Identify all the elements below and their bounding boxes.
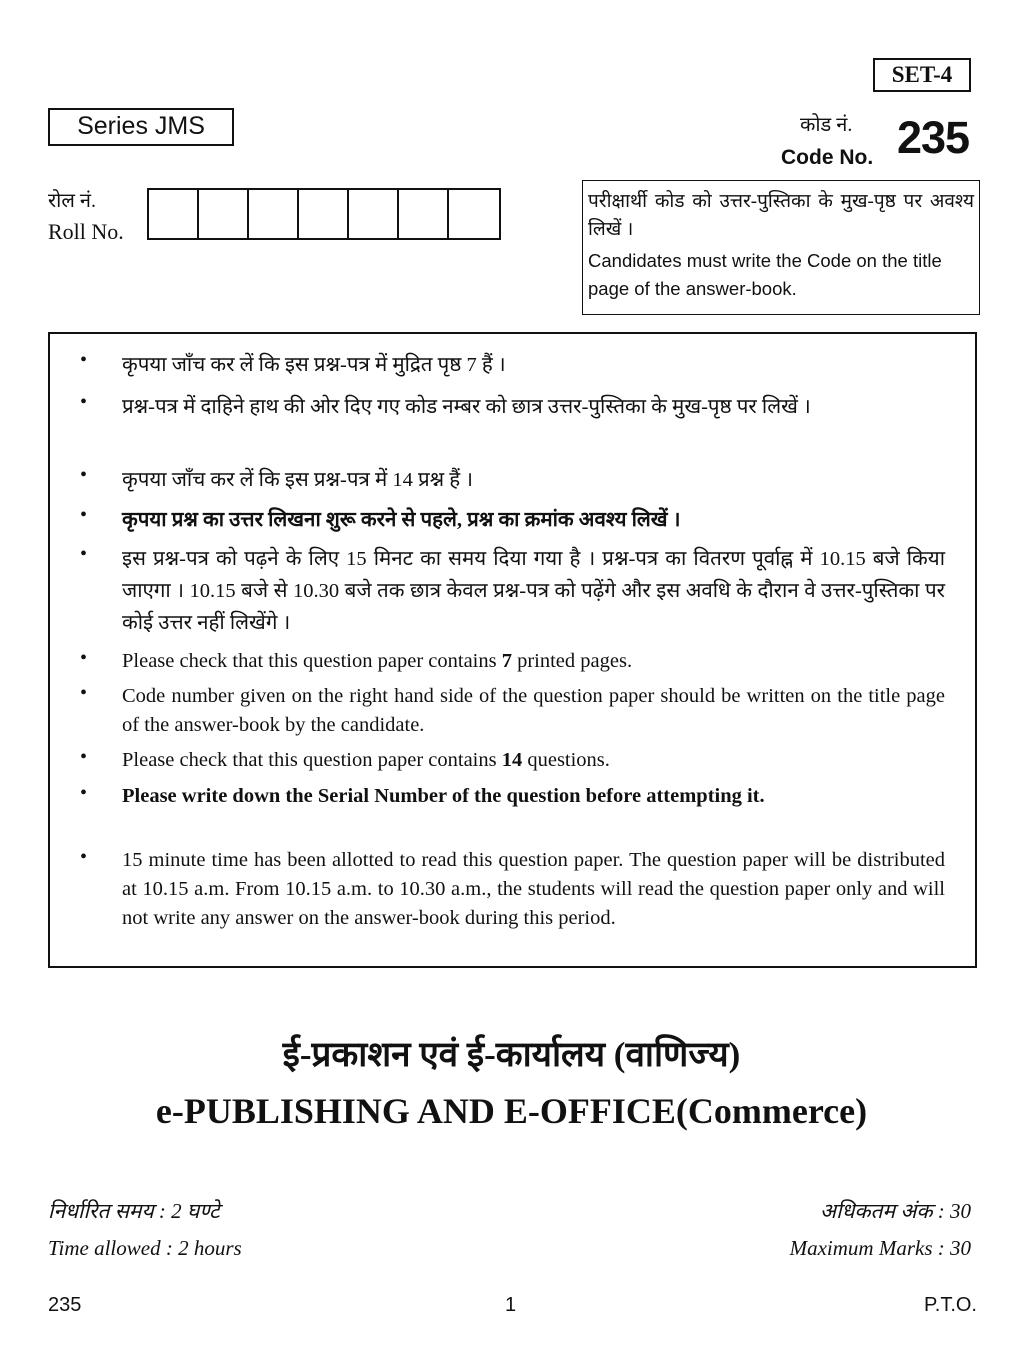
series-label: Series JMS [48,108,234,146]
instruction-item: • Please write down the Serial Number of the question before attempting it. [80,782,765,807]
footer-code: 235 [48,1294,82,1316]
bullet-icon: • [80,647,88,669]
roll-box[interactable] [349,190,399,238]
code-label-hindi: कोड नं. [800,114,853,136]
roll-box[interactable] [249,190,299,238]
bullet-icon: • [80,464,88,486]
bullet-icon: • [80,504,88,526]
set-label: SET-4 [873,58,971,92]
time-allowed-hindi: निर्धारित समय : 2 घण्टे [48,1199,220,1223]
instruction-item: • कृपया प्रश्न का उत्तर लिखना शुरू करने से पहले, प्रश्न का क्रमांक अवश्य लिखें । [80,504,681,531]
bullet-icon: • [80,543,88,565]
bullet-icon: • [80,391,88,413]
subject-title-hindi: ई-प्रकाशन एवं ई-कार्यालय (वाणिज्य) [282,1035,741,1074]
pto-label: P.T.O. [924,1294,977,1316]
subject-title: e-PUBLISHING AND E-OFFICE(Commerce) [155,1091,868,1131]
code-notice-hindi: परीक्षार्थी कोड को उत्तर-पुस्तिका के मुख-पृष्ठ पर अवश्य लिखें । [588,191,974,240]
instruction-item: • Please check that this question paper contains 14 questions. [80,746,610,771]
instruction-item: • कृपया जाँच कर लें कि इस प्रश्न-पत्र में मुद्रित पृष्ठ 7 हैं । [80,349,506,376]
instructions-box [48,332,977,968]
code-notice-box [582,180,980,315]
roll-label-hindi: रोल नं. [48,190,97,212]
code-notice-english: Candidates must write the Code on the title page of the answer-book. [588,250,942,299]
instruction-item: • कृपया जाँच कर लें कि इस प्रश्न-पत्र में 14 प्रश्न हैं । [80,464,474,491]
code-label: Code No. [781,146,874,169]
code-number: 235 [897,112,970,163]
roll-label: Roll No. [48,219,124,244]
instruction-item: • प्रश्न-पत्र में दाहिने हाथ की ओर दिए गए कोड नम्बर को छात्र उत्तर-पुस्तिका के मुख-पृष्ठ पर लिखें । [80,391,811,418]
bullet-icon: • [80,846,88,868]
instruction-item: • Please check that this question paper contains 7 printed pages. [80,647,633,672]
bullet-icon: • [80,682,88,704]
instruction-item: • Code number given on the right hand side of the question paper should be written on the title page of the answer-book by the candidate. [80,682,945,736]
roll-box[interactable] [199,190,249,238]
roll-box[interactable] [299,190,349,238]
maximum-marks: Maximum Marks : 30 [789,1236,971,1260]
instruction-item: • 15 minute time has been allotted to read this question paper. The question paper will be distributed at 10.15 a.m. From 10.15 a.m. to 10.30 a.m., the students will read the question paper only and will not write any answer on the answer-book during this period. [80,846,945,929]
time-allowed: Time allowed : 2 hours [48,1236,242,1260]
roll-box[interactable] [399,190,449,238]
instruction-item: • इस प्रश्न-पत्र को पढ़ने के लिए 15 मिनट का समय दिया गया है । प्रश्न-पत्र का वितरण पूर्वाह्न में 10.15 बजे किया जाएगा । 10.15 बजे से 10.30 बजे तक छात्र केवल प्रश्न-पत्र को पढ़ेंगे और इस अवधि के दौरान वे उत्तर-पुस्तिका पर कोई उत्तर नहीं लिखेंगे । [80,543,945,634]
roll-number-boxes[interactable] [147,188,501,240]
bullet-icon: • [80,349,88,371]
roll-box[interactable] [449,190,499,238]
bullet-icon: • [80,746,88,768]
roll-box[interactable] [149,190,199,238]
maximum-marks-hindi: अधिकतम अंक : 30 [820,1199,971,1223]
bullet-icon: • [80,782,88,804]
page-number: 1 [505,1294,517,1316]
